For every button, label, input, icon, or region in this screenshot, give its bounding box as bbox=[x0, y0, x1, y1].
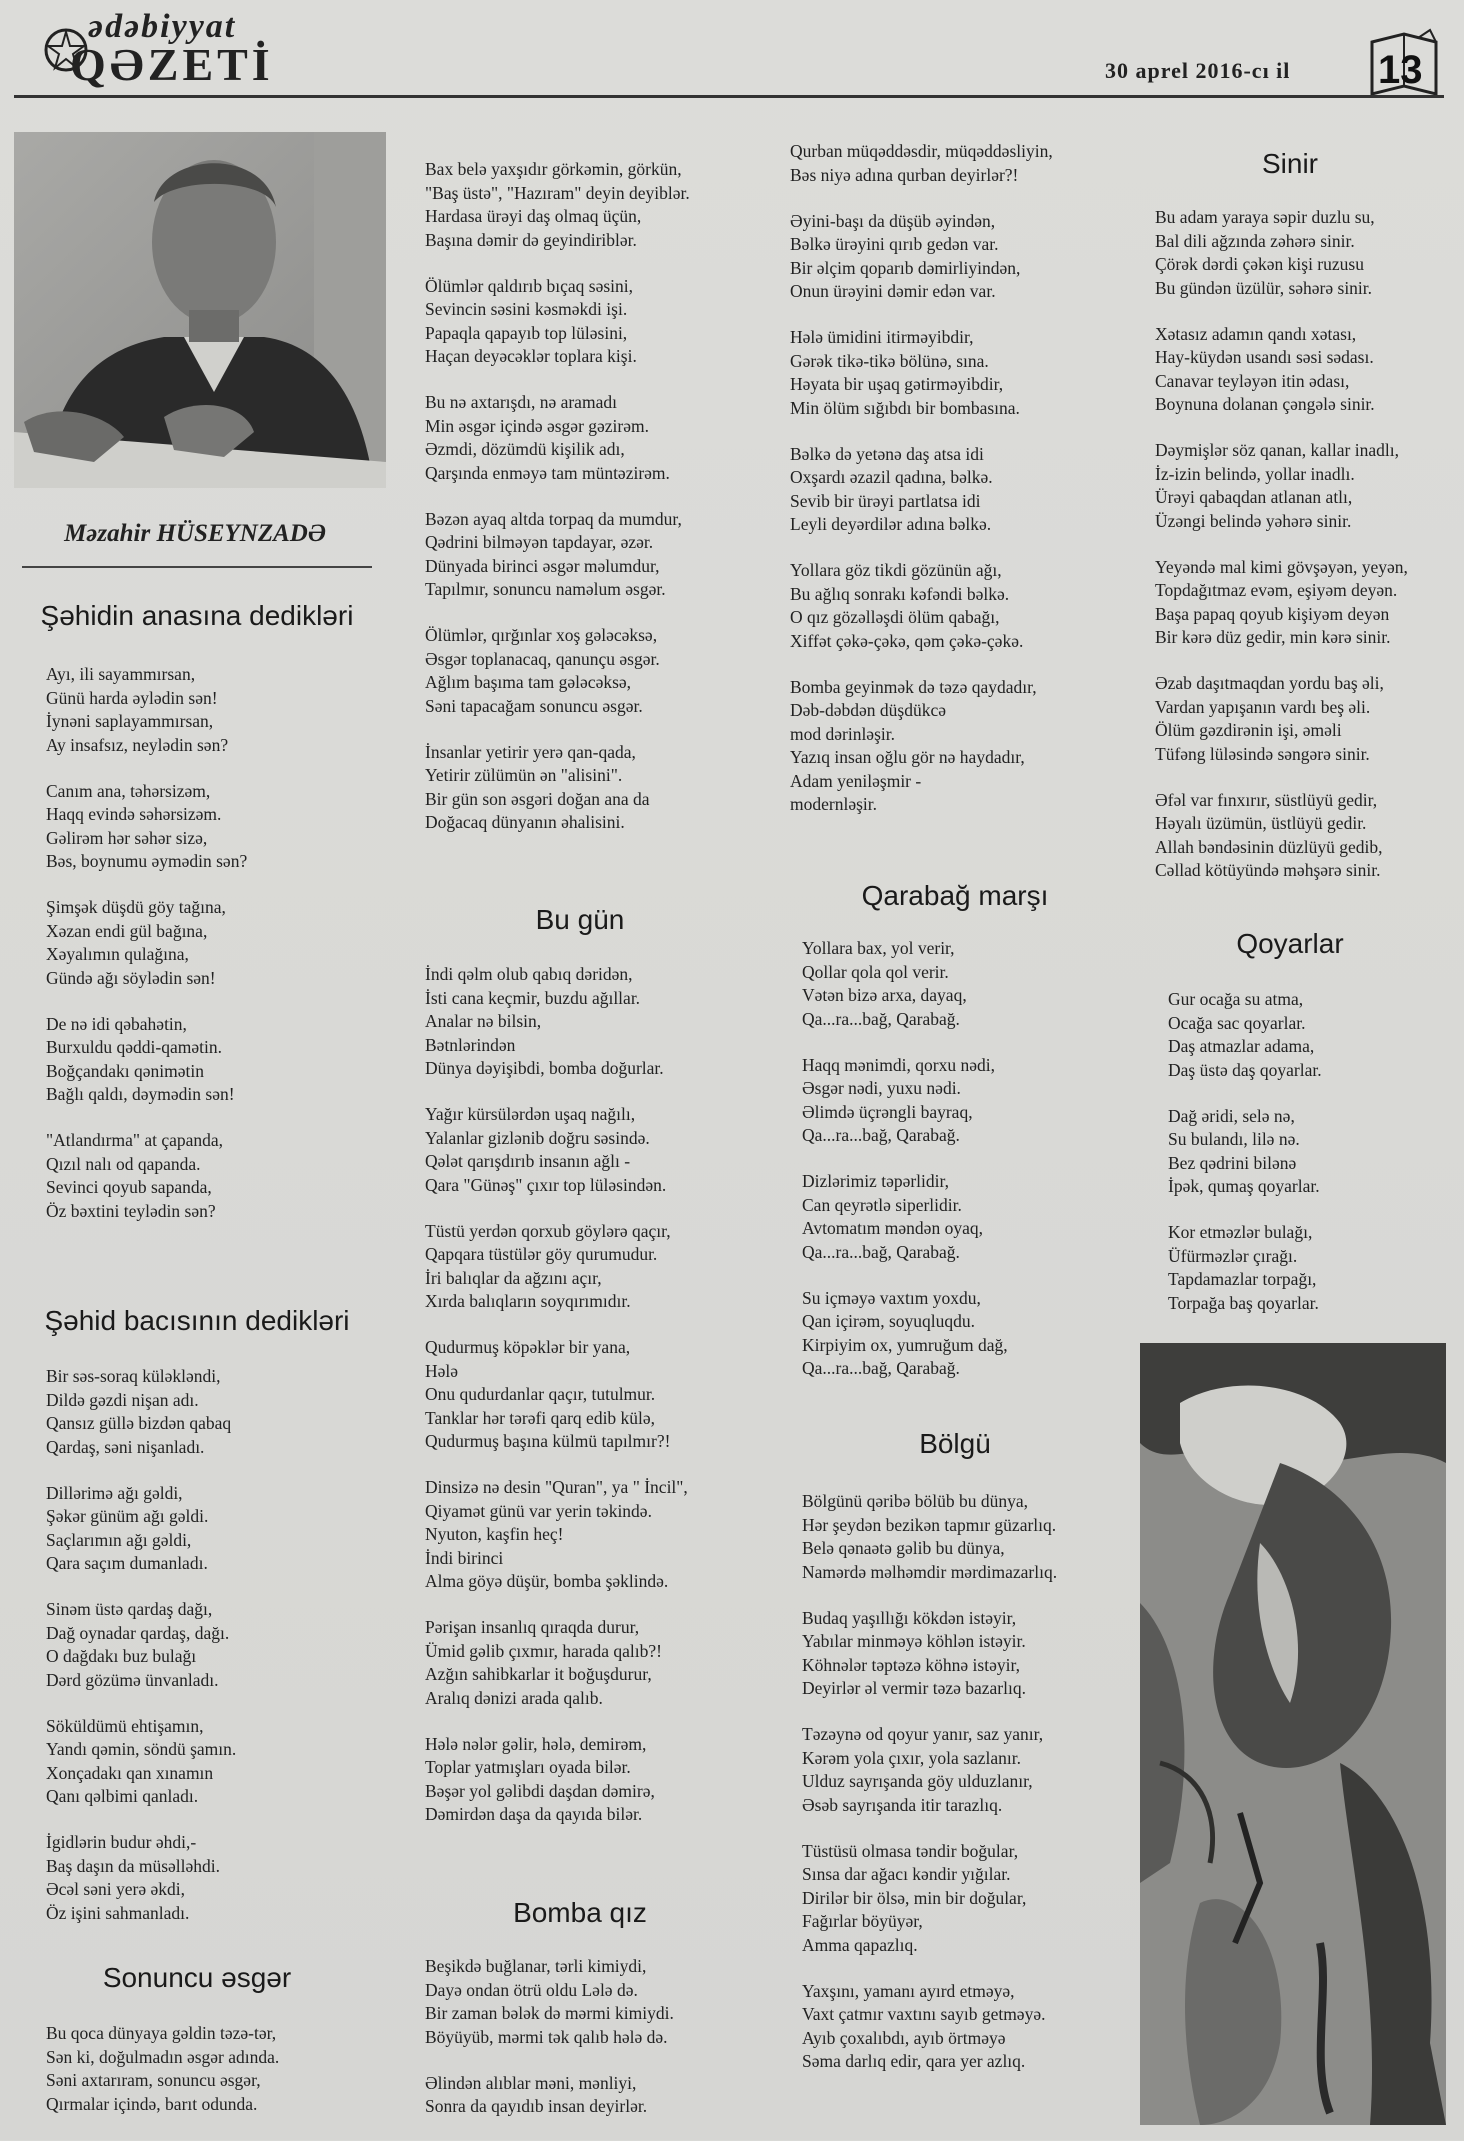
verse-line: Başına dəmir də geyindiriblər. bbox=[425, 229, 637, 250]
verse-line: Əlindən alıblar məni, mənliyi, bbox=[425, 2072, 637, 2093]
stanza bbox=[1168, 988, 1322, 1082]
stanza bbox=[802, 937, 1008, 1031]
stanza bbox=[425, 1476, 688, 1594]
verse-line: Fağırlar böyüyər, bbox=[802, 1911, 923, 1931]
verse-line: Haqq mənimdi, qorxu nədi, bbox=[802, 1054, 995, 1075]
verse-line: Əsgər nədi, yuxu nədi. bbox=[802, 1078, 961, 1098]
poem-body bbox=[425, 963, 688, 1849]
verse-line: Hələ nələr gəlir, hələ, demirəm, bbox=[425, 1733, 647, 1754]
stanza bbox=[802, 1170, 1008, 1264]
logo-line-top: ədəbiyyat bbox=[88, 8, 237, 45]
verse-line: Topdağıtmaz evəm, eşiyəm deyən. bbox=[1155, 580, 1398, 600]
stanza bbox=[46, 896, 247, 990]
verse-line: Ölümlər, qırğınlar xoş gələcəksə, bbox=[425, 625, 658, 645]
verse-line: Qa...ra...bağ, Qarabağ. bbox=[802, 1125, 960, 1145]
verse-line: Səni tapacağam sonuncu əsgər. bbox=[425, 695, 643, 716]
verse-line: Həyalı üzümün, üstlüyü gedir. bbox=[1155, 813, 1367, 833]
poem-body bbox=[425, 1955, 674, 2141]
stanza bbox=[46, 1831, 236, 1925]
verse-line: Üzəngi belində yəhərə sinir. bbox=[1155, 510, 1352, 531]
verse-line: O dağdakı buz bulağı bbox=[46, 1646, 197, 1666]
verse-line: Bax belə yaxşıdır görkəmin, görkün, bbox=[425, 159, 682, 179]
verse-line: Qiyamət günü var yerin təkində. bbox=[425, 1500, 652, 1521]
verse-line: Qudurmuş köpəklər bir yana, bbox=[425, 1337, 631, 1357]
verse-line: Belə qənaətə gəlib bu dünya, bbox=[802, 1538, 1005, 1558]
verse-line: Dəymişlər söz qanan, kallar inadlı, bbox=[1155, 440, 1399, 460]
verse-line: Qarşında enməyə tam müntəzirəm. bbox=[425, 462, 670, 483]
verse-line: Nyuton, kaşfin heç! bbox=[425, 1524, 564, 1544]
verse-line: Öz işini sahmanladı. bbox=[46, 1902, 190, 1923]
verse-line: Qızıl nalı od qapanda. bbox=[46, 1153, 201, 1174]
stanza bbox=[425, 1220, 688, 1314]
verse-line: Beşikdə buğlanar, tərli kimiydi, bbox=[425, 1956, 647, 1976]
author-rule bbox=[22, 566, 372, 568]
verse-line: Yollara göz tikdi gözünün ağı, bbox=[790, 560, 1002, 580]
stanza bbox=[46, 1013, 247, 1107]
verse-line: Tapılmır, sonuncu naməlum əsgər. bbox=[425, 579, 666, 599]
verse-line: Qapqara tüstülər göy qurumudur. bbox=[425, 1244, 658, 1264]
verse-line: Tanklar hər tərəfi qarq edib külə, bbox=[425, 1407, 656, 1428]
verse-line: Yazıq insan oğlu gör nə haydadır, bbox=[790, 747, 1025, 767]
verse-line: Bəs niyə adına qurban deyirlər?! bbox=[790, 164, 1019, 185]
stanza bbox=[425, 508, 690, 602]
stanza bbox=[802, 1840, 1057, 1958]
stanza bbox=[425, 741, 690, 835]
verse-line: Ulduz sayrışanda göy ulduzlanır, bbox=[802, 1771, 1033, 1791]
verse-line: O qız gözəlləşdi ölüm qabağı, bbox=[790, 607, 1000, 627]
verse-line: Baş daşın da müsəlləhdi. bbox=[46, 1855, 221, 1876]
stanza bbox=[425, 158, 690, 252]
verse-line: Bu adam yaraya səpir duzlu su, bbox=[1155, 207, 1375, 227]
stanza bbox=[425, 963, 688, 1081]
verse-line: Çörək dərdi çəkən kişi ruzusu bbox=[1155, 254, 1364, 274]
stanza bbox=[46, 780, 247, 874]
poem-title: Şəhid bacısının dedikləri bbox=[44, 1305, 350, 1336]
stanza bbox=[802, 1054, 1008, 1148]
verse-line: Qırmalar içində, barıt odunda. bbox=[46, 2093, 258, 2114]
verse-line: Xəzan endi gül bağına, bbox=[46, 920, 208, 941]
verse-line: Onu qudurdanlar qaçır, tutulmur. bbox=[425, 1384, 656, 1404]
stanza bbox=[46, 1482, 236, 1576]
verse-line: Dayə ondan ötrü oldu Lələ də. bbox=[425, 1979, 638, 2000]
verse-line: mod dərinləşir. bbox=[790, 723, 895, 744]
verse-line: Kirpiyim ox, yumruğum dağ, bbox=[802, 1334, 1008, 1355]
author-photo bbox=[14, 132, 386, 488]
verse-line: Analar nə bilsin, bbox=[425, 1011, 542, 1031]
stanza bbox=[1155, 672, 1408, 766]
verse-line: Gərək tikə-tikə bölünə, sına. bbox=[790, 350, 989, 371]
verse-line: Dünya dəyişibdi, bomba doğurlar. bbox=[425, 1058, 664, 1078]
verse-line: Əzmdi, dözümdü kişilik adı, bbox=[425, 439, 625, 459]
verse-line: Onun ürəyini dəmir edən var. bbox=[790, 281, 996, 301]
verse-line: Əfəl var fınxırır, süstlüyü gedir, bbox=[1155, 789, 1378, 810]
verse-line: Bəşər yol gəlibdi daşdan dəmirə, bbox=[425, 1780, 655, 1801]
verse-line: Ay insafsız, neylədin sən? bbox=[46, 734, 229, 755]
verse-line: Canım ana, təhərsizəm, bbox=[46, 780, 211, 801]
verse-line: Bu gündən üzülür, səhərə sinir. bbox=[1155, 277, 1373, 298]
stanza bbox=[790, 326, 1053, 420]
verse-line: Hər şeydən bezikən tapmır güzarlıq. bbox=[802, 1514, 1057, 1535]
verse-line: Boğçandakı qənimətin bbox=[46, 1060, 204, 1081]
verse-line: Saçlarımın ağı gəldi, bbox=[46, 1529, 192, 1550]
page-number: 13 bbox=[1378, 48, 1423, 92]
verse-line: De nə idi qəbahətin, bbox=[46, 1013, 187, 1034]
stanza bbox=[46, 2022, 279, 2116]
verse-line: Qardaş, səni nişanladı. bbox=[46, 1436, 205, 1457]
verse-line: Ümid gəlib çıxmır, harada qalıb?! bbox=[425, 1640, 662, 1661]
verse-line: Bu qoca dünyaya gəldin təzə-tər, bbox=[46, 2023, 277, 2043]
verse-line: Əsəb sayrışanda itir tarazlıq. bbox=[802, 1794, 1003, 1815]
stanza bbox=[46, 1365, 236, 1459]
stanza bbox=[46, 1598, 236, 1692]
painting-illustration bbox=[1140, 1343, 1446, 2125]
verse-line: Bir kərə düz gedir, min kərə sinir. bbox=[1155, 627, 1391, 647]
poem-body bbox=[46, 2022, 279, 2139]
verse-line: Tüfəng lüləsində səngərə sinir. bbox=[1155, 743, 1370, 764]
poem-body bbox=[46, 663, 247, 1246]
page-number-badge bbox=[1368, 28, 1440, 102]
verse-line: Ürəyi qabaqdan atlanan atlı, bbox=[1155, 487, 1353, 507]
poem-body bbox=[802, 1490, 1057, 2096]
verse-line: Yağır kürsülərdən uşaq nağılı, bbox=[425, 1104, 636, 1124]
poem-body bbox=[802, 937, 1008, 1403]
stanza bbox=[802, 1980, 1057, 2074]
stanza bbox=[790, 140, 1053, 187]
verse-line: Dağ əridi, selə nə, bbox=[1168, 1105, 1295, 1126]
verse-line: Bəzən ayaq altda torpaq da mumdur, bbox=[425, 508, 682, 529]
issue-date: 30 aprel 2016-cı il bbox=[1105, 58, 1291, 83]
poem-body bbox=[425, 158, 690, 857]
verse-line: Bu nə axtarışdı, nə aramadı bbox=[425, 392, 617, 412]
verse-line: Toplar yatmışları oyada bilər. bbox=[425, 1757, 631, 1777]
verse-line: Yeyəndə mal kimi gövşəyən, yeyən, bbox=[1155, 556, 1408, 577]
stanza bbox=[790, 210, 1053, 304]
verse-line: Amma qapazlıq. bbox=[802, 1934, 918, 1955]
verse-line: Xonçadakı qan xınamın bbox=[46, 1762, 214, 1783]
stanza bbox=[1168, 1221, 1322, 1315]
stanza bbox=[425, 2072, 674, 2119]
poem-body bbox=[1155, 206, 1408, 905]
verse-line: Xəyalımın qulağına, bbox=[46, 944, 189, 964]
poem-title: Sinir bbox=[1261, 148, 1318, 179]
verse-line: Yaxşını, yamanı ayırd etməyə, bbox=[802, 1980, 1015, 2001]
stanza bbox=[802, 1607, 1057, 1701]
verse-line: İndi birinci bbox=[425, 1547, 504, 1568]
verse-line: Qa...ra...bağ, Qarabağ. bbox=[802, 1008, 960, 1029]
verse-line: Daş üstə daş qoyarlar. bbox=[1168, 1059, 1322, 1080]
verse-line: İsti cana keçmir, buzdu ağıllar. bbox=[425, 987, 641, 1008]
verse-line: Min ölüm sığıbdı bir bombasına. bbox=[790, 397, 1020, 418]
poem-title: Sonuncu əsgər bbox=[102, 1962, 292, 1993]
poem-title: Qarabağ marşı bbox=[861, 880, 1049, 911]
verse-line: Qara "Günəş" çıxır top lüləsindən. bbox=[425, 1174, 667, 1195]
verse-line: Əyini-başı da düşüb əyindən, bbox=[790, 210, 996, 231]
verse-line: Leyli deyərdilər adına bəlkə. bbox=[790, 514, 992, 534]
verse-line: Namərdə məlhəmdir mərdimazarlıq. bbox=[802, 1561, 1058, 1582]
verse-line: Sınsa dar ağacı kəndir yığılar. bbox=[802, 1864, 1011, 1884]
verse-line: İynəni saplayammırsan, bbox=[46, 711, 214, 731]
verse-line: Bal dili ağzında zəhərə sinir. bbox=[1155, 230, 1355, 251]
verse-line: Dillərimə ağı gəldi, bbox=[46, 1482, 183, 1503]
verse-line: İnsanlar yetirir yerə qan-qada, bbox=[425, 741, 636, 762]
verse-line: İndi qəlm olub qabıq dəridən, bbox=[425, 964, 633, 984]
verse-line: Torpağa baş qoyarlar. bbox=[1168, 1292, 1319, 1313]
verse-line: Bölgünü qəribə bölüb bu dünya, bbox=[802, 1491, 1029, 1511]
verse-line: Gəlirəm hər səhər sizə, bbox=[46, 827, 208, 848]
poem-body bbox=[1168, 988, 1322, 1338]
verse-line: Səni axtarıram, sonuncu əsgər, bbox=[46, 2070, 261, 2090]
verse-line: Söküldümü ehtişamın, bbox=[46, 1715, 204, 1736]
verse-line: Bağlı qaldı, dəymədin sən! bbox=[46, 1084, 235, 1104]
verse-line: Yalanlar gizlənib doğru səsində. bbox=[425, 1127, 650, 1148]
logo-line-bottom: QƏZETİ bbox=[70, 39, 274, 90]
verse-line: Burxuldu qəddi-qamətin. bbox=[46, 1037, 222, 1057]
verse-line: Səma darlıq edir, qara yer azlıq. bbox=[802, 2051, 1026, 2071]
verse-line: Böyüyüb, mərmi tək qalıb hələ də. bbox=[425, 2026, 668, 2047]
verse-line: Vaxt çatmır vaxtını sayıb getməyə. bbox=[802, 2004, 1046, 2024]
verse-line: Sevib bir ürəyi partlatsa idi bbox=[790, 490, 981, 511]
verse-line: Kərəm yola çıxır, yola sazlanır. bbox=[802, 1747, 1021, 1768]
verse-line: modernləşir. bbox=[790, 794, 877, 814]
verse-line: Tüstü yerdən qorxub göylərə qaçır, bbox=[425, 1220, 671, 1241]
stanza bbox=[425, 624, 690, 718]
verse-line: Allah bəndəsinin düzlüyü gedib, bbox=[1155, 836, 1383, 857]
verse-line: Bir səs-soraq küləkləndi, bbox=[46, 1366, 221, 1386]
newspaper-logo bbox=[30, 8, 290, 90]
verse-line: Həyata bir uşaq gətirməyibdir, bbox=[790, 374, 1004, 394]
verse-line: Alma göyə düşür, bomba şəklində. bbox=[425, 1571, 669, 1591]
verse-line: Azğın sahibkarlar it boğuşdurur, bbox=[425, 1664, 652, 1684]
stanza bbox=[790, 559, 1053, 653]
verse-line: Dinsizə nə desin "Quran", ya " İncil", bbox=[425, 1477, 688, 1497]
verse-line: Qa...ra...bağ, Qarabağ. bbox=[802, 1241, 960, 1262]
stanza bbox=[802, 1723, 1057, 1817]
poem-body bbox=[46, 1365, 236, 1948]
verse-line: Qansız güllə bizdən qabaq bbox=[46, 1413, 232, 1433]
verse-line: Dərd gözümə ünvanladı. bbox=[46, 1669, 219, 1690]
verse-line: Can qeyrətlə siperlidir. bbox=[802, 1194, 962, 1215]
stanza bbox=[425, 391, 690, 485]
verse-line: Vardan yapışanın vardı beş əli. bbox=[1155, 696, 1371, 717]
verse-line: Vətən bizə arxa, dayaq, bbox=[802, 985, 967, 1005]
verse-line: Canavar teyləyən itin ədası, bbox=[1155, 370, 1350, 391]
verse-line: Tüstüsü olmasa təndir boğular, bbox=[802, 1840, 1019, 1861]
poem-title: Şəhidin anasına dedikləri bbox=[40, 600, 354, 631]
verse-line: İpək, qumaş qoyarlar. bbox=[1168, 1176, 1320, 1196]
verse-line: Sinəm üstə qardaş dağı, bbox=[46, 1599, 213, 1619]
verse-line: Boynuna dolanan çəngələ sinir. bbox=[1155, 394, 1375, 414]
verse-line: Bu ağlıq sonrakı kəfəndi bəlkə. bbox=[790, 583, 1010, 604]
poem-title: Bomba qız bbox=[513, 1897, 647, 1928]
verse-line: Yandı qəmin, söndü şamın. bbox=[46, 1739, 237, 1759]
stanza bbox=[46, 1715, 236, 1809]
stanza bbox=[425, 1733, 688, 1827]
verse-line: Dizlərimiz təpərlidir, bbox=[802, 1171, 950, 1191]
verse-line: Xətasız adamın qandı xətası, bbox=[1155, 323, 1357, 344]
verse-line: Hələ bbox=[425, 1360, 459, 1381]
verse-line: Sevinci qoyub sapanda, bbox=[46, 1177, 212, 1197]
verse-line: Qollar qola qol verir. bbox=[802, 961, 949, 982]
verse-line: Öz bəxtini teylədin sən? bbox=[46, 1200, 216, 1221]
stanza bbox=[1155, 789, 1408, 883]
verse-line: Budaq yaşıllığı kökdən istəyir, bbox=[802, 1607, 1017, 1628]
verse-line: Əsgər toplanacaq, qanunçu əsgər. bbox=[425, 648, 660, 669]
verse-line: Yabılar minməyə köhlən istəyir. bbox=[802, 1631, 1026, 1651]
verse-line: Bir gün son əsgəri doğan ana da bbox=[425, 788, 650, 809]
verse-line: Dünyada birinci əsgər məlumdur, bbox=[425, 555, 660, 576]
verse-line: Papaqla qapayıb top lüləsini, bbox=[425, 322, 628, 343]
verse-line: Bir zaman bələk də mərmi kimiydi. bbox=[425, 2003, 674, 2023]
verse-line: Bəlkə də yetənə daş atsa idi bbox=[790, 443, 984, 464]
stanza bbox=[46, 1129, 247, 1223]
verse-line: Bəlkə ürəyini qırıb gedən var. bbox=[790, 234, 999, 254]
verse-line: Ayı, ili sayammırsan, bbox=[46, 664, 196, 684]
verse-line: Bəs, boynumu əymədin sən? bbox=[46, 851, 248, 871]
verse-line: Yetirir zülümün ən "alisini". bbox=[425, 765, 623, 785]
verse-line: Köhnələr təptəzə köhnə istəyir, bbox=[802, 1654, 1020, 1675]
verse-line: Qanı qəlbimi qanladı. bbox=[46, 1786, 199, 1806]
author-name: Məzahir HÜSEYNZADƏ bbox=[64, 520, 326, 547]
verse-line: Dildə gəzdi nişan adı. bbox=[46, 1389, 199, 1410]
verse-line: Deyirlər əl vermir təzə bazarlıq. bbox=[802, 1678, 1026, 1698]
verse-line: Günü harda əylədin sən! bbox=[46, 687, 218, 708]
stanza bbox=[1155, 323, 1408, 417]
verse-line: İgidlərin budur əhdi,- bbox=[46, 1832, 197, 1852]
verse-line: Sən ki, doğulmadın əsgər adında. bbox=[46, 2046, 280, 2067]
verse-line: Qurban müqəddəsdir, müqəddəsliyin, bbox=[790, 141, 1053, 161]
verse-line: Pərişan insanlıq qıraqda durur, bbox=[425, 1617, 640, 1637]
verse-line: Əlimdə üçrəngli bayraq, bbox=[802, 1101, 973, 1122]
verse-line: Təzəynə od qoyur yanır, saz yanır, bbox=[802, 1724, 1044, 1744]
stanza bbox=[425, 1616, 688, 1710]
verse-line: "Atlandırma" at çapanda, bbox=[46, 1130, 224, 1150]
poem-body bbox=[790, 140, 1053, 839]
verse-line: Bətnlərindən bbox=[425, 1034, 516, 1055]
verse-line: Min əsgər içində əsgər gəzirəm. bbox=[425, 415, 650, 436]
verse-line: Su bulandı, lilə nə. bbox=[1168, 1129, 1300, 1149]
verse-line: Qara saçım dumanladı. bbox=[46, 1553, 208, 1573]
verse-line: Sonra da qayıdıb insan deyirlər. bbox=[425, 2096, 648, 2116]
verse-line: Ağlım başıma tam gələcəksə, bbox=[425, 672, 632, 692]
verse-line: Doğacaq dünyanın əhalisini. bbox=[425, 812, 625, 832]
verse-line: Gur ocağa su atma, bbox=[1168, 989, 1304, 1009]
verse-line: "Baş üstə", "Hazıram" deyin deyiblər. bbox=[425, 182, 690, 203]
verse-line: Bomba geyinmək də təzə qaydadır, bbox=[790, 676, 1037, 697]
verse-line: Əcəl səni yerə əkdi, bbox=[46, 1879, 185, 1899]
verse-line: Dəmirdən daşa da qayıda bilər. bbox=[425, 1804, 643, 1824]
verse-line: Qədrini bilməyən tapdayar, əzər. bbox=[425, 532, 654, 552]
verse-line: Cəllad kötüyündə məhşərə sinir. bbox=[1155, 860, 1381, 880]
verse-line: Qa...ra...bağ, Qarabağ. bbox=[802, 1358, 960, 1378]
verse-line: Şəkər günüm ağı gəldi. bbox=[46, 1506, 209, 1526]
verse-line: Gündə ağı söylədin sən! bbox=[46, 967, 216, 988]
stanza bbox=[425, 1336, 688, 1454]
verse-line: Xırda balıqların soyqırımıdır. bbox=[425, 1291, 631, 1311]
verse-line: Kor etməzlər bulağı, bbox=[1168, 1222, 1313, 1242]
verse-line: Sevincin səsini kəsməkdi işi. bbox=[425, 299, 628, 319]
stanza bbox=[1155, 439, 1408, 533]
verse-line: Dağ oynadar qardaş, dağı. bbox=[46, 1622, 230, 1643]
verse-line: Dirilər bir ölsə, min bir doğular, bbox=[802, 1887, 1027, 1908]
stanza bbox=[1155, 206, 1408, 300]
verse-line: Bez qədrini bilənə bbox=[1168, 1152, 1297, 1173]
poem-title: Bölgü bbox=[919, 1428, 991, 1459]
stanza bbox=[46, 663, 247, 757]
verse-line: Qələt qarışdırıb insanın ağlı - bbox=[425, 1151, 631, 1171]
stanza bbox=[1155, 556, 1408, 650]
poem-title: Qoyarlar bbox=[1236, 928, 1344, 959]
verse-line: Üfürməzlər çırağı. bbox=[1168, 1245, 1298, 1266]
verse-line: İz-izin belində, yollar inadlı. bbox=[1155, 463, 1355, 484]
verse-line: Oxşardı əzazil qadına, bəlkə. bbox=[790, 467, 993, 487]
verse-line: Hələ ümidini itirməyibdir, bbox=[790, 327, 974, 347]
verse-line: Haqq evində səhərsizəm. bbox=[46, 804, 222, 824]
verse-line: İri balıqlar da ağzını açır, bbox=[425, 1267, 602, 1288]
stanza bbox=[425, 1955, 674, 2049]
stanza bbox=[1168, 1105, 1322, 1199]
verse-line: Əzab daşıtmaqdan yordu baş əli, bbox=[1155, 673, 1384, 693]
poem-title: Bu gün bbox=[535, 904, 625, 935]
verse-line: Yollara bax, yol verir, bbox=[802, 938, 955, 958]
verse-line: Aralıq dənizi arada qalıb. bbox=[425, 1687, 603, 1708]
verse-line: Ölüm gəzdirənin işi, əməli bbox=[1155, 720, 1342, 740]
verse-line: Tapdamazlar torpağı, bbox=[1168, 1269, 1317, 1289]
verse-line: Şimşək düşdü göy tağına, bbox=[46, 897, 226, 917]
stanza bbox=[790, 676, 1053, 817]
verse-line: Dəb-dəbdən düşdükcə bbox=[790, 700, 946, 720]
verse-line: Haçan deyəcəklər toplara kişi. bbox=[425, 346, 637, 366]
verse-line: Qudurmuş başına külmü tapılmır?! bbox=[425, 1431, 671, 1451]
verse-line: Ayıb çoxalıbdı, ayıb örtməyə bbox=[802, 2027, 1006, 2048]
verse-line: Xiffət çəkə-çəkə, qəm çəkə-çəkə. bbox=[790, 630, 1024, 651]
header-rule bbox=[14, 95, 1444, 98]
verse-line: Hardasa ürəyi daş olmaq üçün, bbox=[425, 206, 642, 226]
verse-line: Qan içirəm, soyuqluqdu. bbox=[802, 1311, 976, 1331]
verse-line: Hay-küydən usandı səsi sədası. bbox=[1155, 347, 1374, 367]
stanza bbox=[802, 1490, 1057, 1584]
stanza bbox=[425, 1103, 688, 1197]
stanza bbox=[790, 443, 1053, 537]
verse-line: Ocağa sac qoyarlar. bbox=[1168, 1012, 1306, 1033]
verse-line: Ölümlər qaldırıb bıçaq səsini, bbox=[425, 275, 634, 296]
verse-line: Başa papaq qoyub kişiyəm deyən bbox=[1155, 603, 1390, 624]
verse-line: Su içməyə vaxtım yoxdu, bbox=[802, 1287, 981, 1308]
verse-line: Avtomatım məndən oyaq, bbox=[802, 1218, 983, 1238]
verse-line: Daş atmazlar adama, bbox=[1168, 1036, 1315, 1056]
verse-line: Adam yeniləşmir - bbox=[790, 770, 922, 791]
stanza bbox=[425, 275, 690, 369]
stanza bbox=[802, 1287, 1008, 1381]
verse-line: Bir əlçim qoparıb dəmirliyindən, bbox=[790, 257, 1021, 278]
